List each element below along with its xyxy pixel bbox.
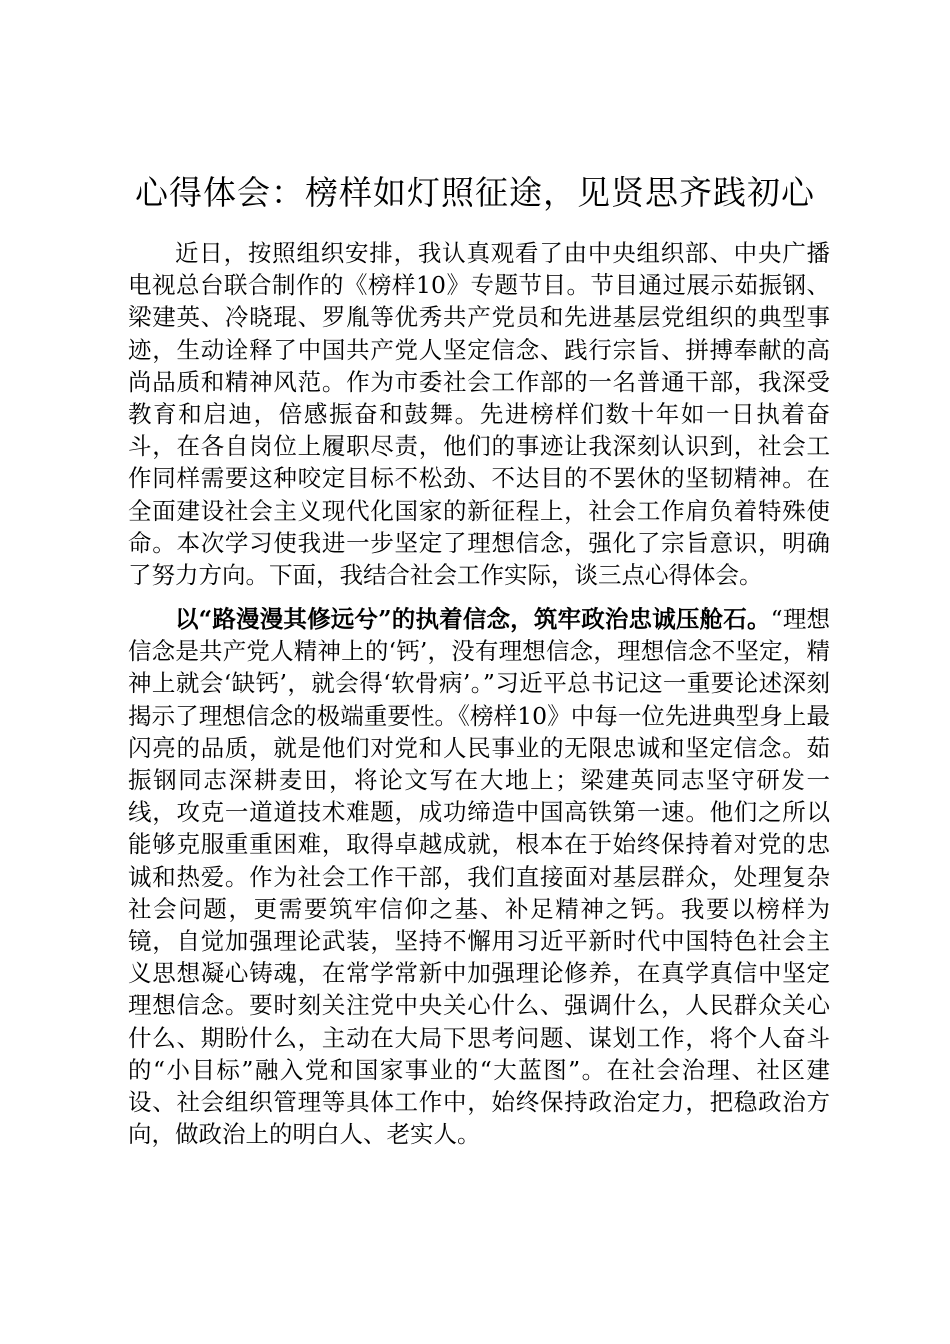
intro-paragraph: 近日，按照组织安排，我认真观看了由中央组织部、中央广播电视总台联合制作的《榜样10》专题节目。节目通过展示茹振钢、梁建英、冷晓琨、罗胤等优秀共产党员和先进基层党组织的典型事迹，生动诠释了中国共产党人坚定信念、践行宗旨、拼搏奉献的高尚品质和精神风范。作为市委社会工作部的一名普通干部，我深受教育和启迪，倍感振奋和鼓舞。先进榜样们数十年如一日执着奋斗，在各自岗位上履职尽责，他们的事迹让我深刻认识到，社会工作同样需要这种咬定目标不松劲、不达目的不罢休的坚韧精神。在全面建设社会主义现代化国家的新征程上，社会工作肩负着特殊使命。本次学习使我进一步坚定了理想信念，强化了宗旨意识，明确了努力方向。下面，我结合社会工作实际，谈三点心得体会。 [128, 239, 830, 590]
document-title: 心得体会：榜样如灯照征途，见贤思齐践初心 [135, 173, 815, 212]
section-one-body: “理想信念是共产党人精神上的‘钙’，没有理想信念，理想信念不坚定，精神上就会‘缺钙’，就会得‘软骨病’。”习近平总书记这一重要论述深刻揭示了理想信念的极端重要性。《榜样10》中每一位先进典型身上最闪亮的品质，就是他们对党和人民事业的无限忠诚和坚定信念。茹振钢同志深耕麦田，将论文写在大地上；梁建英同志坚守研发一线，攻克一道道技术难题，成功缔造中国高铁第一速。他们之所以能够克服重重困难，取得卓越成就，根本在于始终保持着对党的忠诚和热爱。作为社会工作干部，我们直接面对基层群众，处理复杂社会问题，更需要筑牢信仰之基、补足精神之钙。我要以榜样为镜，自觉加强理论武装，坚持不懈用习近平新时代中国特色社会主义思想凝心铸魂，在常学常新中加强理论修养，在真学真信中坚定理想信念。要时刻关注党中央关心什么、强调什么，人民群众关心什么、期盼什么，主动在大局下思考问题、谋划工作，将个人奋斗的“小目标”融入党和国家事业的“大蓝图”。在社会治理、社区建设、社会组织管理等具体工作中，始终保持政治定力，把稳政治方向，做政治上的明白人、老实人。 [128, 605, 830, 1149]
section-one-paragraph [128, 603, 830, 1150]
section-one-heading: 以“路漫漫其修远兮”的执着信念，筑牢政治忠诚压舱石。 [175, 605, 771, 633]
